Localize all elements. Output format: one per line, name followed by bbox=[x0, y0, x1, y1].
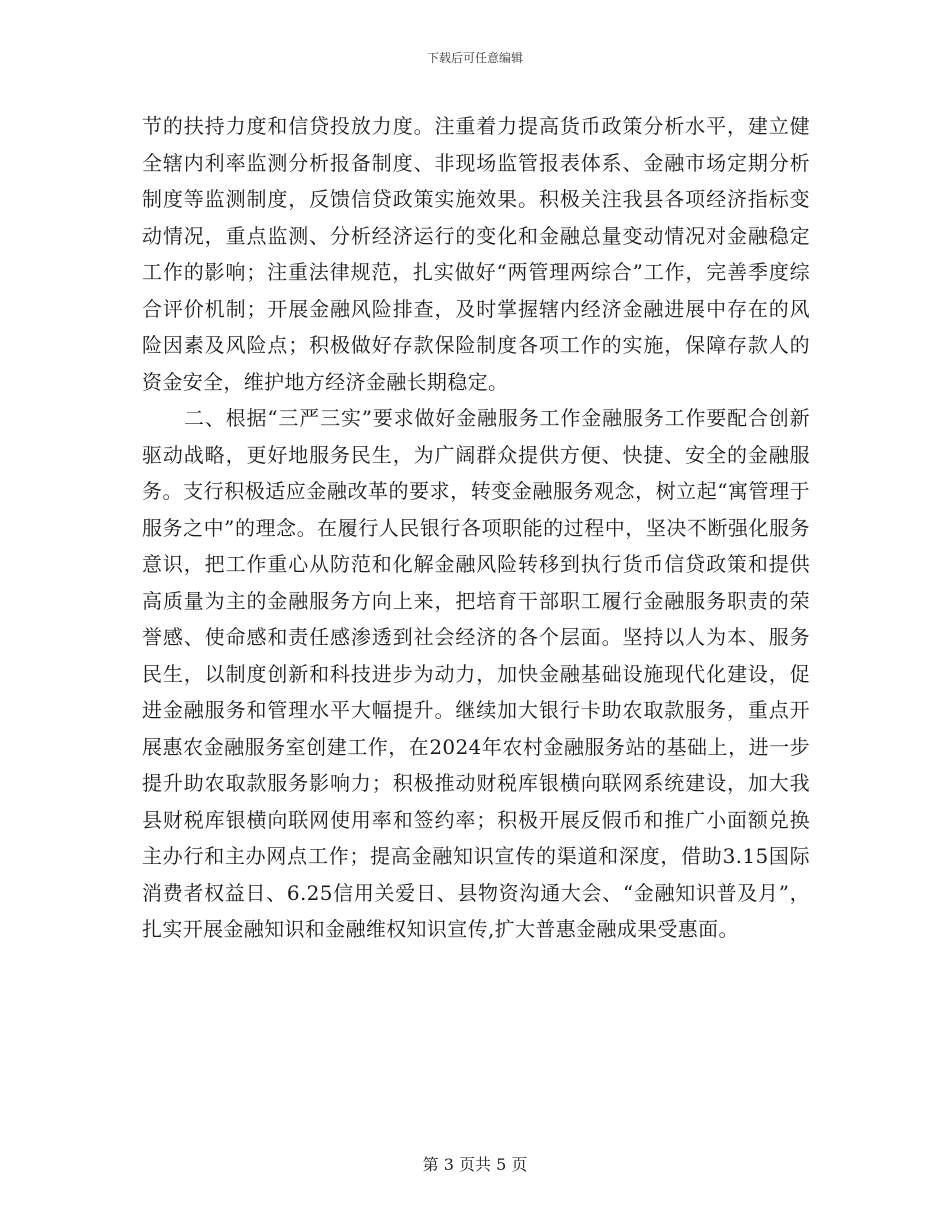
paragraph-section-two: 二、根据“三严三实”要求做好金融服务工作金融服务工作要配合创新驱动战略，更好地服务民生，为广阔群众提供方便、快捷、安全的金融服务。支行积极适应金融改革的要求，转变金融服务观念，树立起“寓管理于服务之中”的理念。在履行人民银行各项职能的过程中，坚决不断强化服务意识，把工作重心从防范和化解金融风险转移到执行货币信贷政策和提供高质量为主的金融服务方向上来，把培育干部职工履行金融服务职责的荣誉感、使命感和责任感渗透到社会经济的各个层面。坚持以人为本、服务民生，以制度创新和科技进步为动力，加快金融基础设施现代化建设，促进金融服务和管理水平大幅提升。继续加大银行卡助农取款服务，重点开展惠农金融服务室创建工作，在2024年农村金融服务站的基础上，进一步提升助农取款服务影响力；积极推动财税库银横向联网系统建设，加大我县财税库银横向联网使用率和签约率；积极开展反假币和推广小面额兑换主办行和主办网点工作；提高金融知识宣传的渠道和深度，借助3.15国际消费者权益日、6.25信用关爱日、县物资沟通大会、“金融知识普及月”，扎实开展金融知识和金融维权知识宣传,扩大普惠金融成果受惠面。 bbox=[142, 406, 810, 941]
document-body bbox=[142, 108, 810, 948]
page-footer: 第 3 页共 5 页 bbox=[422, 1155, 528, 1174]
page-header: 下载后可任意编辑 bbox=[426, 51, 523, 65]
paragraph-continuation: 节的扶持力度和信贷投放力度。注重着力提高货币政策分析水平，建立健全辖内利率监测分析报备制度、非现场监管报表体系、金融市场定期分析制度等监测制度，反馈信贷政策实施效果。积极关注我县各项经济指标变动情况，重点监测、分析经济运行的变化和金融总量变动情况对金融稳定工作的影响；注重法律规范，扎实做好“两管理两综合”工作，完善季度综合评价机制；开展金融风险排查，及时掌握辖内经济金融进展中存在的风险因素及风险点；积极做好存款保险制度各项工作的实施，保障存款人的资金安全，维护地方经济金融长期稳定。 bbox=[142, 114, 810, 394]
